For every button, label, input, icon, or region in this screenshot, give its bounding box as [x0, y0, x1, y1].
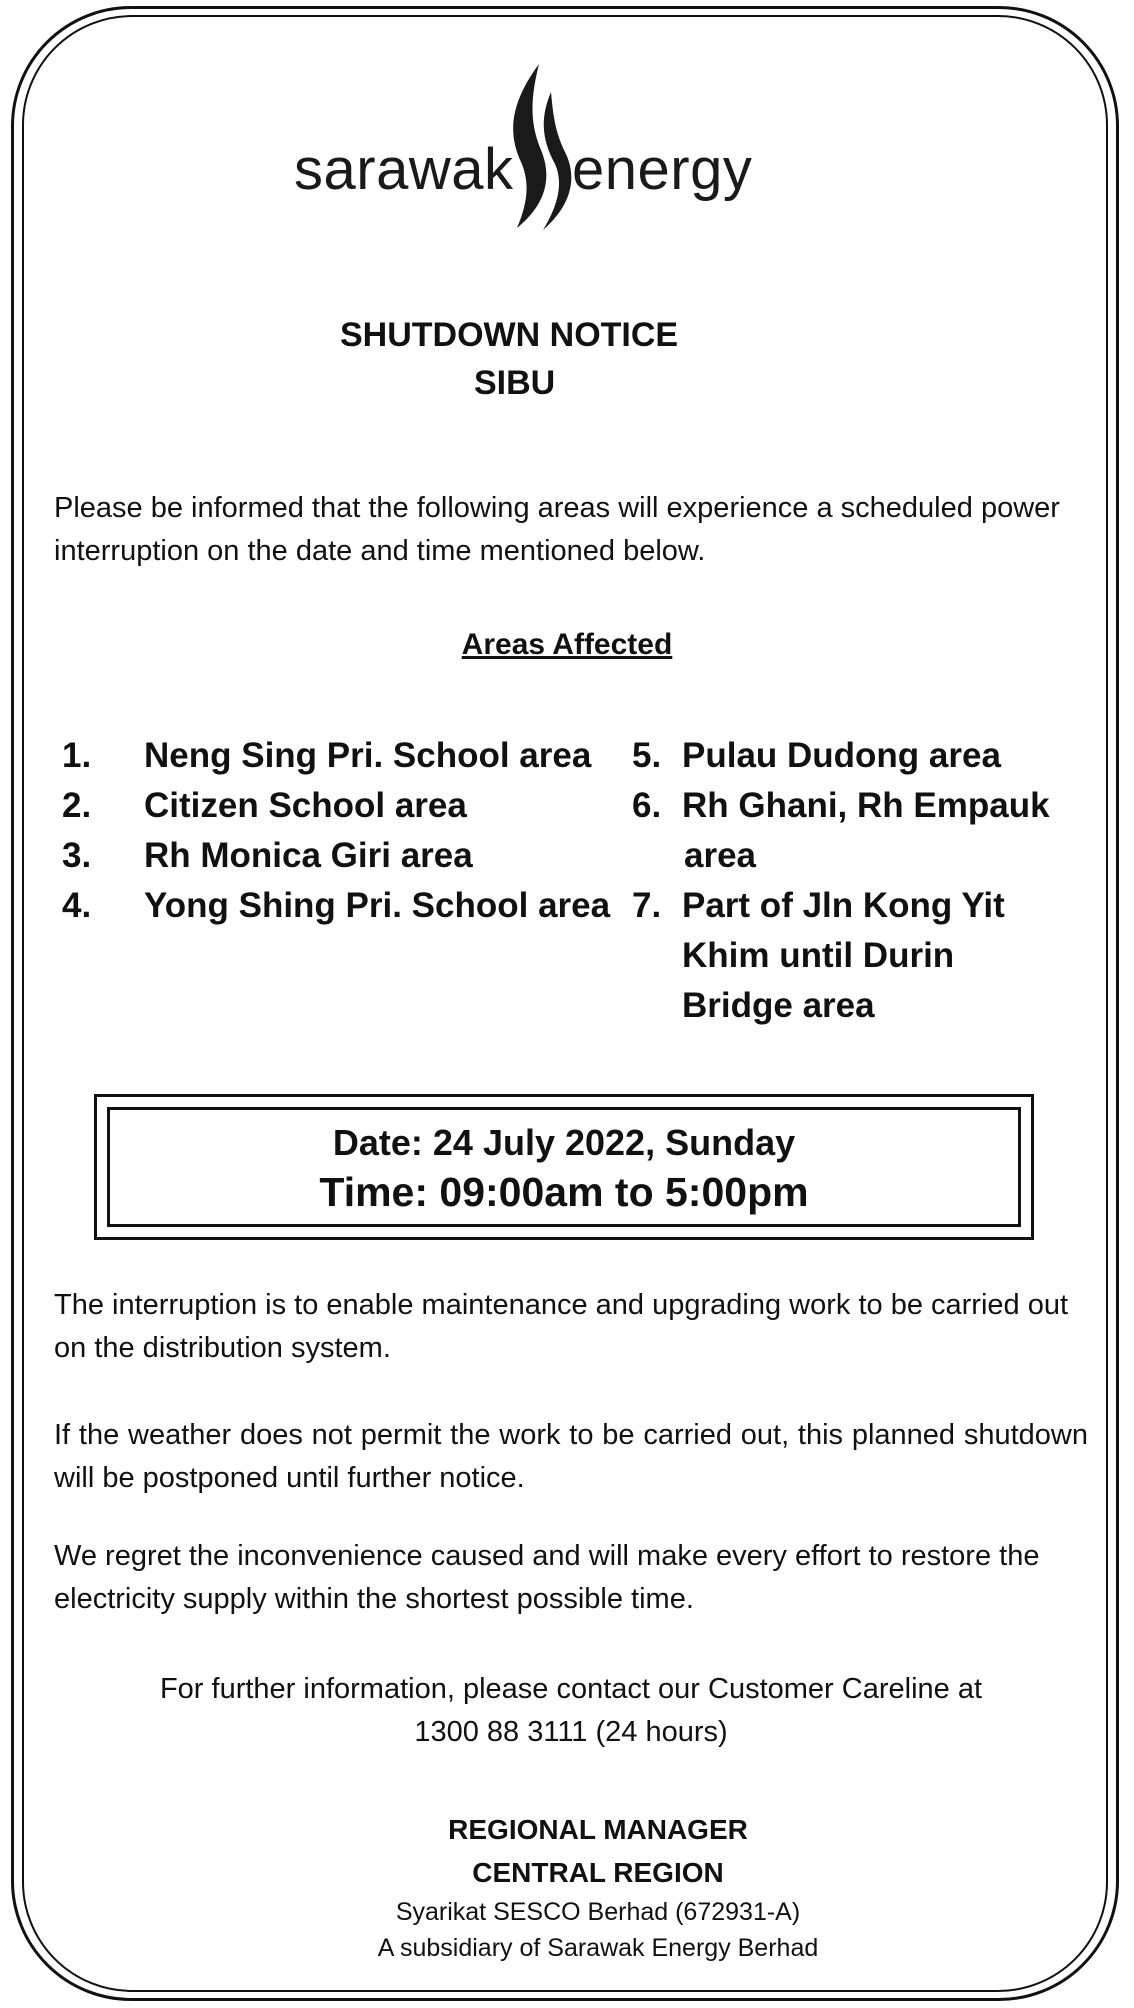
signature-title: REGIONAL MANAGER [448, 1814, 748, 1845]
company-name: Syarikat SESCO Berhad (672931-A) [395, 1898, 801, 1926]
area-continuation: area [684, 836, 757, 875]
area-item [62, 831, 473, 881]
area-item [62, 881, 610, 931]
area-item [62, 781, 467, 831]
area-number: 6. [632, 786, 662, 825]
signature-region: CENTRAL REGION [472, 1857, 724, 1888]
area-number: 5. [632, 736, 662, 775]
area-number: 3. [62, 836, 92, 875]
regret-paragraph: We regret the inconvenience caused and will make every effort to restore the electricity supply within the shortest possible time. [54, 1540, 1040, 1615]
weather-paragraph: If the weather does not permit the work to be carried out, this planned shutdown will be postponed until further notice. [54, 1419, 1088, 1494]
contact-info [54, 1668, 1088, 1754]
area-text: Citizen School area [144, 786, 467, 825]
flame-icon [499, 62, 579, 232]
logo-word-right: energy [572, 137, 753, 202]
area-text: Pulau Dudong area [682, 736, 1001, 775]
area-continuation: Bridge area [682, 986, 875, 1025]
area-continuation: Khim until Durin [682, 936, 955, 975]
contact-text: For further information, please contact our Customer Careline at [159, 1673, 983, 1705]
area-text: Neng Sing Pri. School area [144, 736, 592, 775]
intro-paragraph: Please be informed that the following areas will experience a scheduled power interruption on the date and time mentioned below. [54, 492, 1060, 567]
schedule-box [94, 1094, 1034, 1240]
schedule-box-inner [107, 1107, 1021, 1227]
area-text: Rh Monica Giri area [144, 836, 473, 875]
area-text: Yong Shing Pri. School area [144, 886, 611, 925]
area-item [62, 731, 591, 781]
reason-paragraph: The interruption is to enable maintenance and upgrading work to be carried out on the distribution system. [54, 1289, 1069, 1364]
area-item [632, 731, 1001, 781]
schedule-date: Date: 24 July 2022, Sunday [332, 1122, 796, 1163]
area-number: 2. [62, 786, 92, 825]
sarawak-energy-logo [294, 62, 764, 232]
notice-location: SIBU [474, 364, 556, 402]
area-number: 7. [632, 886, 662, 925]
area-item [632, 781, 1050, 831]
area-text: Part of Jln Kong Yit [682, 886, 1005, 925]
logo-word-left: sarawak [294, 137, 514, 202]
area-number: 1. [62, 736, 92, 775]
company-subsidiary: A subsidiary of Sarawak Energy Berhad [377, 1934, 819, 1962]
schedule-time: Time: 09:00am to 5:00pm [319, 1169, 809, 1215]
notice-title: SHUTDOWN NOTICE [340, 316, 679, 354]
areas-heading: Areas Affected [461, 628, 673, 661]
area-text: Rh Ghani, Rh Empauk [682, 786, 1050, 825]
area-number: 4. [62, 886, 92, 925]
careline-number: 1300 88 3111 (24 hours) [414, 1716, 728, 1748]
area-item [632, 881, 1005, 931]
